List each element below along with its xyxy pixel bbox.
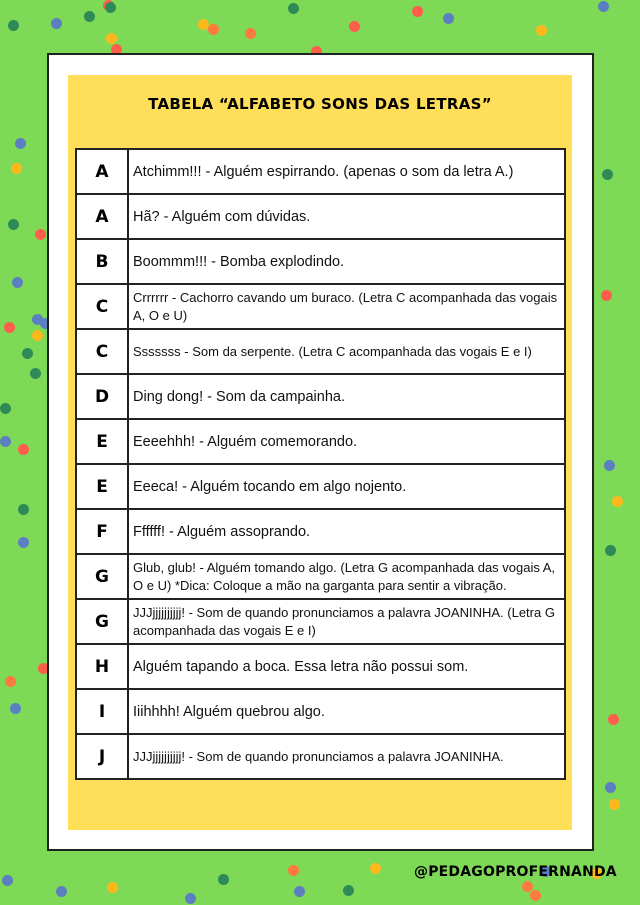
- letter-cell: I: [76, 689, 128, 734]
- table-row: [76, 554, 565, 599]
- confetti-dot: [185, 893, 196, 904]
- description-cell: JJJjjjjjjjjjj! - Som de quando pronunciamos a palavra JOANINHA. (Letra G acompanhada das vogais E e I): [128, 599, 565, 644]
- confetti-dot: [107, 882, 118, 893]
- description-cell: Ffffff! - Alguém assoprando.: [128, 509, 565, 554]
- letter-cell: D: [76, 374, 128, 419]
- confetti-dot: [12, 277, 23, 288]
- confetti-dot: [2, 875, 13, 886]
- table-row: [76, 464, 565, 509]
- confetti-dot: [84, 11, 95, 22]
- confetti-dot: [5, 676, 16, 687]
- letter-cell: J: [76, 734, 128, 779]
- confetti-dot: [294, 886, 305, 897]
- confetti-dot: [602, 169, 613, 180]
- confetti-dot: [0, 403, 11, 414]
- confetti-dot: [18, 444, 29, 455]
- confetti-dot: [530, 890, 541, 901]
- confetti-dot: [343, 885, 354, 896]
- letter-cell: H: [76, 644, 128, 689]
- confetti-dot: [370, 863, 381, 874]
- confetti-dot: [604, 460, 615, 471]
- description-cell: Glub, glub! - Alguém tomando algo. (Letra G acompanhada das vogais A, O e U) *Dica: Coloque a mão na garganta para sentir a vibração.: [128, 554, 565, 599]
- author-handle: @PEDAGOPROFERNANDA: [414, 864, 617, 880]
- confetti-dot: [10, 703, 21, 714]
- letter-cell: E: [76, 419, 128, 464]
- table-row: [76, 374, 565, 419]
- confetti-dot: [605, 782, 616, 793]
- letter-cell: F: [76, 509, 128, 554]
- table-row: [76, 509, 565, 554]
- confetti-dot: [605, 545, 616, 556]
- table-row: [76, 194, 565, 239]
- confetti-dot: [288, 3, 299, 14]
- confetti-dot: [522, 881, 533, 892]
- confetti-dot: [443, 13, 454, 24]
- description-cell: Eeeca! - Alguém tocando em algo nojento.: [128, 464, 565, 509]
- letter-cell: A: [76, 194, 128, 239]
- confetti-dot: [536, 25, 547, 36]
- letter-cell: C: [76, 284, 128, 329]
- confetti-dot: [609, 799, 620, 810]
- table-row: [76, 239, 565, 284]
- confetti-dot: [15, 138, 26, 149]
- description-cell: Crrrrrr - Cachorro cavando um buraco. (Letra C acompanhada das vogais A, O e U): [128, 284, 565, 329]
- table-row: [76, 149, 565, 194]
- table-row: [76, 644, 565, 689]
- page-title: TABELA “ALFABETO SONS DAS LETRAS”: [148, 95, 492, 113]
- yellow-panel: [68, 75, 572, 830]
- confetti-dot: [106, 33, 117, 44]
- confetti-dot: [11, 163, 22, 174]
- confetti-dot: [612, 496, 623, 507]
- table-row: [76, 329, 565, 374]
- alphabet-sounds-table: [75, 148, 566, 780]
- confetti-dot: [0, 436, 11, 447]
- table-row: [76, 284, 565, 329]
- confetti-dot: [51, 18, 62, 29]
- confetti-dot: [245, 28, 256, 39]
- confetti-dot: [412, 6, 423, 17]
- description-cell: Ding dong! - Som da campainha.: [128, 374, 565, 419]
- confetti-dot: [32, 314, 43, 325]
- letter-cell: A: [76, 149, 128, 194]
- description-cell: Atchimm!!! - Alguém espirrando. (apenas o som da letra A.): [128, 149, 565, 194]
- table-row: [76, 689, 565, 734]
- confetti-dot: [608, 714, 619, 725]
- confetti-dot: [208, 24, 219, 35]
- confetti-dot: [8, 219, 19, 230]
- confetti-dot: [8, 20, 19, 31]
- confetti-dot: [601, 290, 612, 301]
- confetti-dot: [288, 865, 299, 876]
- confetti-dot: [30, 368, 41, 379]
- table-row: [76, 599, 565, 644]
- letter-cell: E: [76, 464, 128, 509]
- confetti-dot: [4, 322, 15, 333]
- letter-cell: G: [76, 554, 128, 599]
- description-cell: Boommm!!! - Bomba explodindo.: [128, 239, 565, 284]
- confetti-dot: [32, 330, 43, 341]
- confetti-dot: [22, 348, 33, 359]
- description-cell: Eeeehhh! - Alguém comemorando.: [128, 419, 565, 464]
- letter-cell: G: [76, 599, 128, 644]
- table-row: [76, 419, 565, 464]
- description-cell: JJJjjjjjjjjjj! - Som de quando pronunciamos a palavra JOANINHA.: [128, 734, 565, 779]
- confetti-dot: [18, 504, 29, 515]
- letter-cell: C: [76, 329, 128, 374]
- table-row: [76, 734, 565, 779]
- confetti-dot: [56, 886, 67, 897]
- description-cell: Iiihhhh! Alguém quebrou algo.: [128, 689, 565, 734]
- description-cell: Alguém tapando a boca. Essa letra não possui som.: [128, 644, 565, 689]
- description-cell: Hã? - Alguém com dúvidas.: [128, 194, 565, 239]
- description-cell: Sssssss - Som da serpente. (Letra C acompanhada das vogais E e I): [128, 329, 565, 374]
- confetti-dot: [35, 229, 46, 240]
- confetti-dot: [598, 1, 609, 12]
- letter-cell: B: [76, 239, 128, 284]
- confetti-dot: [349, 21, 360, 32]
- confetti-dot: [218, 874, 229, 885]
- confetti-dot: [105, 2, 116, 13]
- confetti-dot: [18, 537, 29, 548]
